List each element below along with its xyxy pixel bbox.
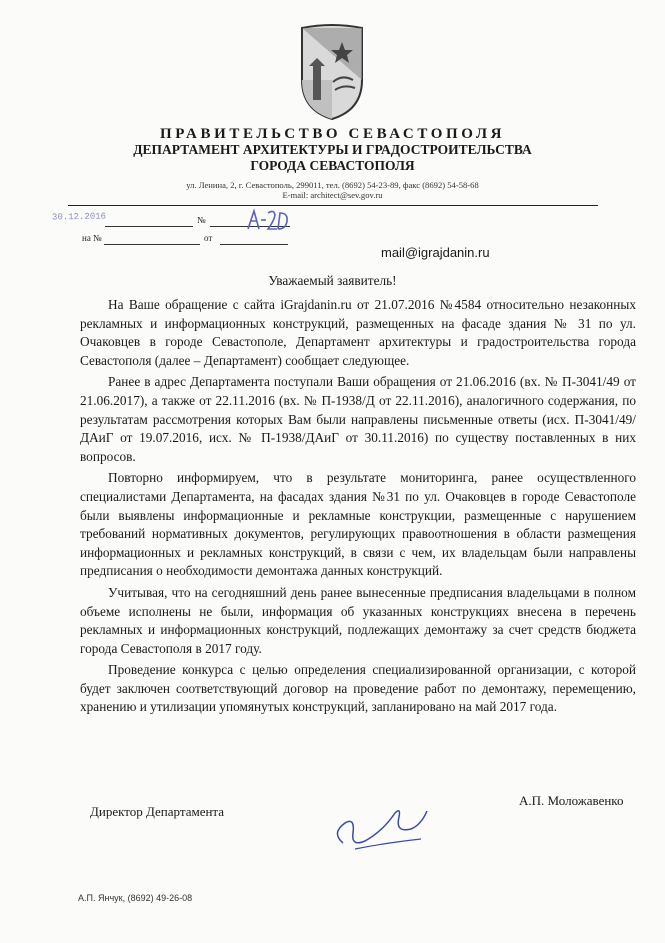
paragraph: Учитывая, что на сегодняшний день ранее вынесенные предписания владельцами в полном объеме исполнены не были, информация об указанных конструкциях внесена в перечень рекламных и информационных конструкций, подлежащих демонтажу за счет средств бюджета города Севастополя в 2017 году. (80, 584, 636, 656)
coat-of-arms-emblem (287, 22, 377, 122)
department-title: ДЕПАРТАМЕНТ АРХИТЕКТУРЫ И ГРАДОСТРОИТЕЛЬСТВА (133, 142, 532, 157)
paragraph: На Ваше обращение с сайта iGrajdanin.ru от 21.07.2016 №4584 относительно незаконных рекламных и информационных конструкций, размещенных на фасаде здания № 31 по ул. Очаковцев в городе Севастополе, Департамент архитектуры и градостроительства города Севастополя (далее – Департамент) сообщает следующее. (80, 297, 636, 368)
paragraph: Ранее в адрес Департамента поступали Ваши обращения от 21.06.2016 (вх. № П-3041/49 от 21.06.2017), а также от 22.11.2016 (вх. № П-1938/Д от 22.11.2016), аналогичного содержания, по результатам рассмотрения которых Вам были направлены письменные ответы (исх. П-3041/49/ДАиГ от 19.07.2016, исх. № П-1938/ДАиГ от 30.11.2016) по существу поставленных в них вопросов. (80, 374, 636, 464)
paragraph: Повторно информируем, что в результате мониторинга, ранее осуществленного специалистами Департамента, на фасадах здания №31 по ул. Очаковцев в городе Севастополе были выявлены информационные и рекламные конструкции, размещенные с нарушением требований нормативных документов, регулирующих правоотношения в области размещения информационных и рекламных конструкций, в связи с чем, их владельцам были направлены предписания о необходимости демонтажа данных конструкций. (80, 470, 636, 579)
department-email: E-mail: architect@sev.gov.ru (282, 190, 383, 200)
header-divider (68, 205, 598, 206)
city-title: ГОРОДА СЕВАСТОПОЛЯ (250, 158, 415, 173)
incoming-number-line (104, 244, 200, 245)
incoming-number-label: на № (82, 233, 102, 243)
paragraph: Проведение конкурса с целью определения специализированной организации, с которой будет заключен соответствующий договор на проведение работ по демонтажу, перемещению, хранению и утилизации упомянутых конструкций, запланировано на май 2017 года. (80, 662, 636, 715)
letter-body (80, 296, 636, 720)
recipient-address: mail@igrajdanin.ru (381, 245, 490, 260)
signatory-position: Директор Департамента (90, 804, 225, 819)
handwritten-signature (325, 803, 435, 855)
outgoing-date-line (105, 226, 193, 227)
greeting: Уважаемый заявитель! (268, 273, 397, 288)
signatory-name: А.П. Моложавенко (519, 793, 624, 808)
handwritten-number (244, 207, 290, 233)
incoming-date-line (220, 244, 288, 245)
outgoing-number-label: № (197, 215, 206, 225)
department-address: ул. Ленина, 2, г. Севастополь, 299011, тел. (8692) 54-23-89, факс (8692) 54-58-68 (186, 180, 479, 190)
date-stamp: 30.12.2016 (51, 211, 107, 223)
contact-footer: А.П. Янчук, (8692) 49-26-08 (78, 893, 193, 903)
incoming-date-label: от (204, 233, 213, 243)
government-title: ПРАВИТЕЛЬСТВО СЕВАСТОПОЛЯ (159, 126, 506, 142)
